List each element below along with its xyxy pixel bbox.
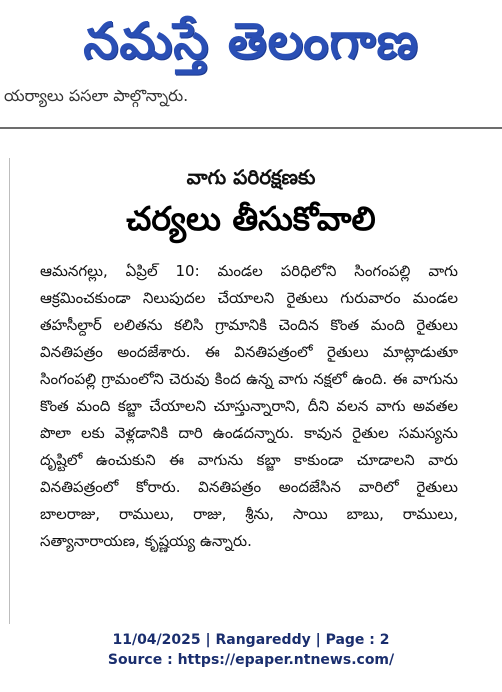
previous-article-text: యర్యాలు పసలా పాల్గొన్నారు. xyxy=(4,86,189,105)
masthead xyxy=(0,0,502,82)
section-divider xyxy=(0,127,502,129)
article-headline: చర్యలు తీసుకోవాలి xyxy=(126,199,376,238)
edition-info: 11/04/2025 | Rangareddy | Page : 2 xyxy=(112,632,390,648)
source-link[interactable]: Source : https://epaper.ntnews.com/ xyxy=(107,652,395,668)
newspaper-logo: నమస్తే తెలంగాణ xyxy=(83,12,419,70)
article-kicker: వాగు పరిరక్షణకు xyxy=(186,165,316,189)
previous-article-fragment xyxy=(0,84,502,112)
article-body: ఆమనగల్లు, ఏప్రిల్ 10: మండల పరిధిలోని సింగంపల్లి వాగు ఆక్రమించకుండా నిలుపుదల చేయాలని రైతులు గురువారం మండల తహసీల్దార్ లలితను కలిసి గ్రామానికి చెందిన కొంత మంది రైతులు వినతిపత్రం అందజేశారు. ఈ వినతిపత్రంలో రైతులు మాట్లాడుతూ సింగంపల్లి గ్రామంలోని చెరువు కింద ఉన్న వాగు నక్షలో ఉంది. ఈ వాగును కొంత మంది కబ్జా చేయాలని చూస్తున్నారాని, దీని వలన వాగు అవతల పొలా లకు వెళ్లడానికి దారి ఉండదన్నారు. కావున రైతుల సమస్యను దృష్టిలో ఉంచుకుని ఈ వాగును కబ్జా కాకుండా చూడాలని వారు వినతిపత్రంలో కోరారు. వినతిపత్రం అందజేసిన వారిలో రైతులు బాలరాజు, రాములు, రాజు, శ్రీను, సాయి బాబు, రాములు, సత్యానారాయణ, కృష్ణయ్య ఉన్నారు. xyxy=(40,262,458,550)
source-footer xyxy=(0,630,502,670)
